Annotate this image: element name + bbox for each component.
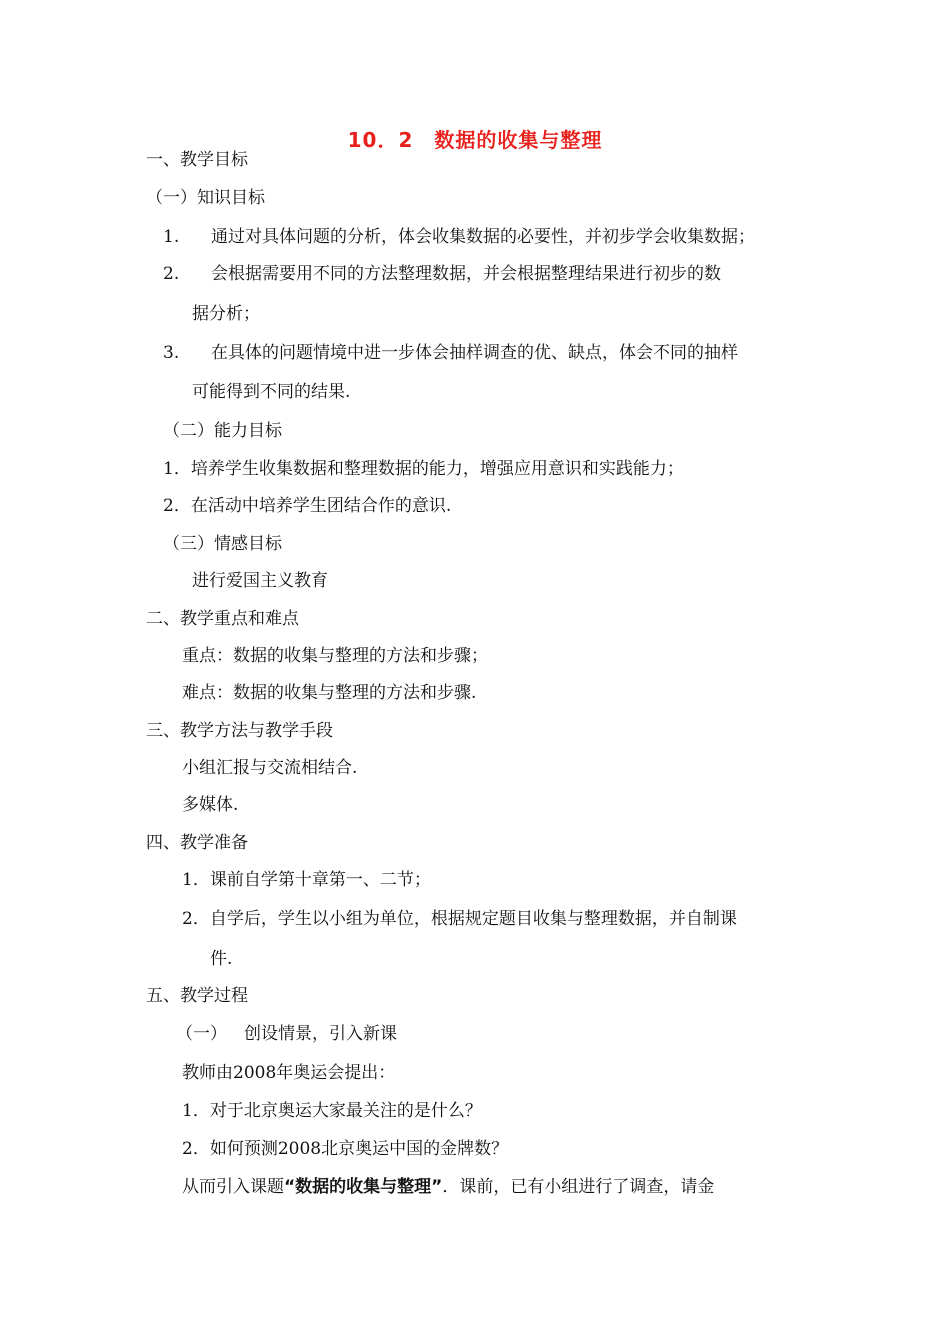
ability-goals-heading: （二）能力目标 — [163, 421, 282, 441]
process-step-1 — [176, 1023, 397, 1045]
section-1-heading: 一、教学目标 — [146, 150, 248, 170]
section-2-heading: 二、教学重点和难点 — [146, 609, 299, 629]
knowledge-item-1 — [163, 226, 755, 248]
topic-intro-prefix: 从而引入课题 — [182, 1177, 284, 1197]
knowledge-item-3 — [163, 342, 738, 364]
process-step-1-number: （一） — [176, 1024, 227, 1044]
knowledge-item-2-text: 会根据需要用不同的方法整理数据，并会根据整理结果进行初步的数 — [211, 264, 721, 284]
method-item-2: 多媒体. — [182, 795, 239, 815]
ability-item-2: 2．在活动中培养学生团结合作的意识. — [163, 496, 452, 516]
teacher-intro: 教师由2008年奥运会提出： — [182, 1063, 396, 1083]
question-1: 1．对于北京奥运大家最关注的是什么？ — [182, 1101, 482, 1121]
section-5-heading: 五、教学过程 — [146, 986, 248, 1006]
emotion-goals-text: 进行爱国主义教育 — [192, 571, 328, 591]
knowledge-item-3-text: 在具体的问题情境中进一步体会抽样调查的优、缺点，体会不同的抽样 — [211, 343, 738, 363]
prep-item-2: 2．自学后，学生以小组为单位，根据规定题目收集与整理数据，并自制课 — [182, 909, 737, 929]
section-4-heading: 四、教学准备 — [146, 833, 248, 853]
emotion-goals-heading: （三）情感目标 — [163, 534, 282, 554]
method-item-1: 小组汇报与交流相结合. — [182, 758, 358, 778]
topic-intro-suffix: ．课前，已有小组进行了调查，请金 — [442, 1177, 715, 1197]
process-step-1-title: 创设情景，引入新课 — [244, 1024, 397, 1044]
knowledge-item-1-text: 通过对具体问题的分析，体会收集数据的必要性，并初步学会收集数据； — [211, 227, 755, 247]
knowledge-item-2 — [163, 263, 721, 285]
key-point: 重点：数据的收集与整理的方法和步骤； — [182, 646, 488, 666]
ability-item-1: 1．培养学生收集数据和整理数据的能力，增强应用意识和实践能力； — [163, 459, 684, 479]
topic-title-bold: “数据的收集与整理” — [284, 1177, 443, 1197]
difficult-point: 难点：数据的收集与整理的方法和步骤. — [182, 683, 477, 703]
knowledge-item-2-continued: 据分析； — [192, 304, 260, 324]
knowledge-item-3-number: 3. — [163, 343, 180, 363]
knowledge-item-3-continued: 可能得到不同的结果. — [192, 382, 351, 402]
prep-item-2-continued: 件. — [210, 949, 233, 969]
question-2: 2．如何预测2008北京奥运中国的金牌数？ — [182, 1139, 509, 1159]
document-title: 10．2 数据的收集与整理 — [347, 128, 603, 152]
topic-intro-line — [182, 1176, 714, 1198]
section-3-heading: 三、教学方法与教学手段 — [146, 721, 333, 741]
prep-item-1: 1．课前自学第十章第一、二节； — [182, 870, 431, 890]
knowledge-item-1-number: 1. — [163, 227, 180, 247]
knowledge-item-2-number: 2. — [163, 264, 180, 284]
knowledge-goals-heading: （一）知识目标 — [146, 188, 265, 208]
